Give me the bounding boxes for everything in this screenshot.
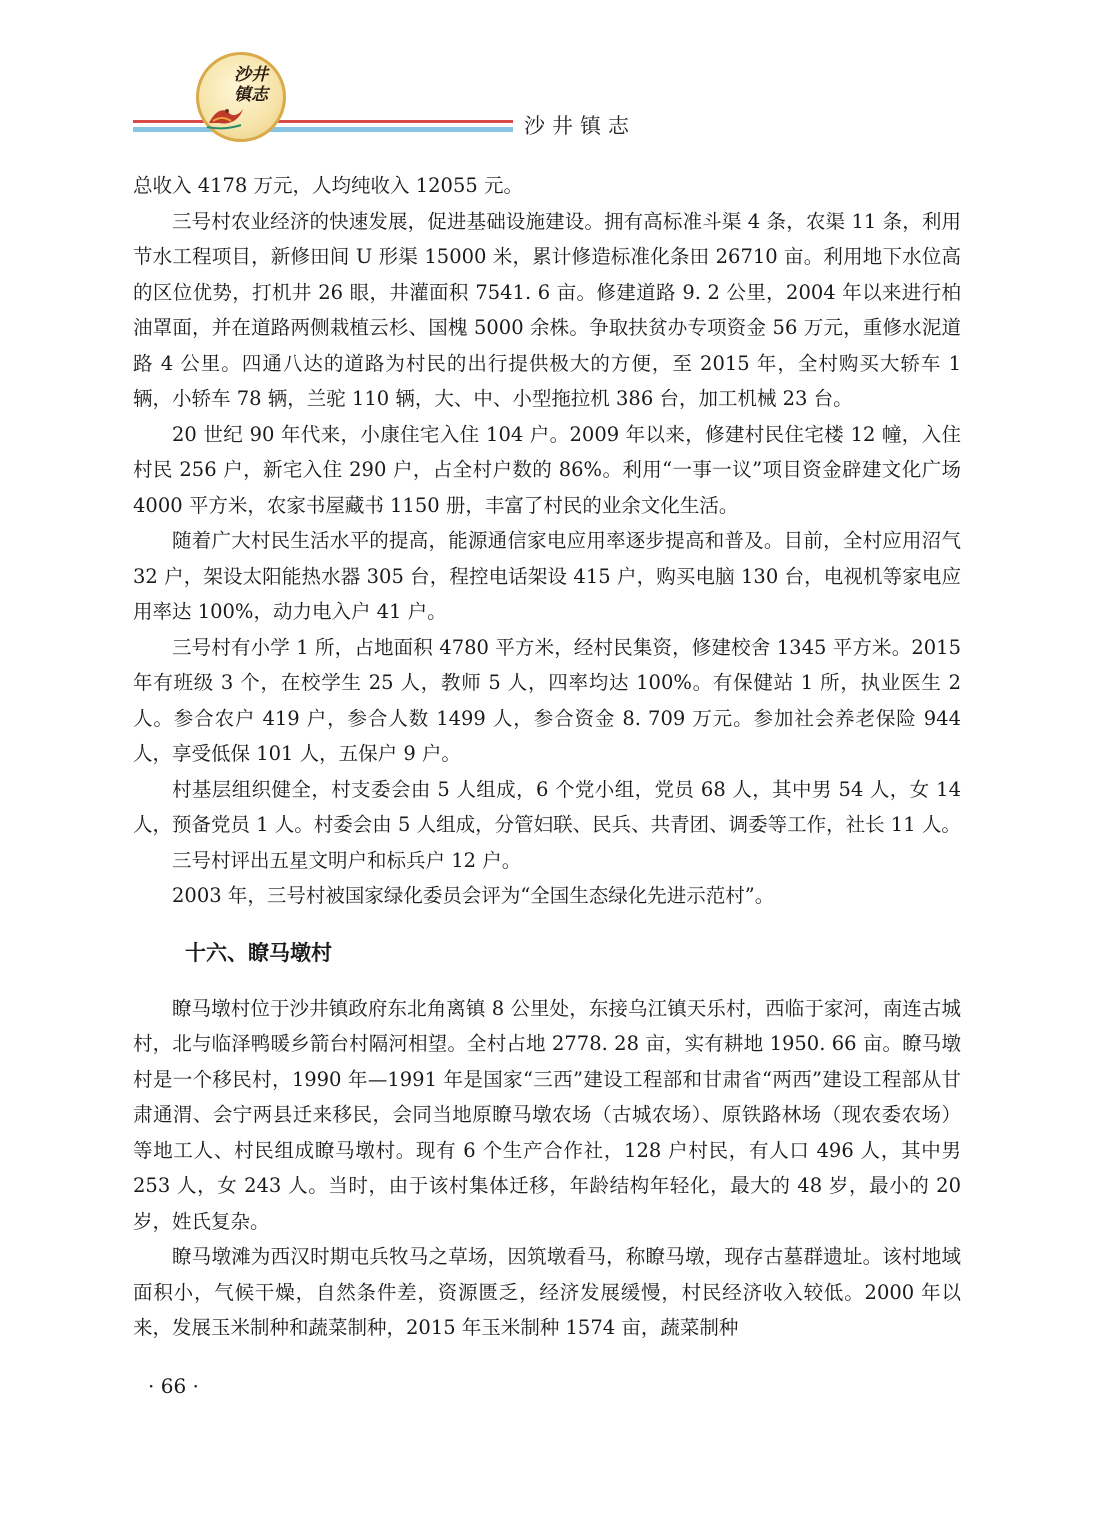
paragraph: 村基层组织健全，村支委会由 5 人组成，6 个党小组，党员 68 人，其中男 54 人，女 14 人，预备党员 1 人。村委会由 5 人组成，分管妇联、民兵、共青团、调委等工作，社长 11 人。 xyxy=(133,777,961,836)
logo-text: 沙井镇志 xyxy=(234,65,268,105)
paragraph: 随着广大村民生活水平的提高，能源通信家电应用率逐步提高和普及。目前，全村应用沼气 32 户，架设太阳能热水器 305 台，程控电话架设 415 户，购买电脑 130 台，电视机等家电应用率达 100%，动力电入户 41 户。 xyxy=(133,529,961,623)
paragraph: 瞭马墩村位于沙井镇政府东北角离镇 8 公里处，东接乌江镇天乐村，西临于家河，南连古城村，北与临泽鸭暖乡箭台村隔河相望。全村占地 2778. 28 亩，实有耕地 1950. 66 亩。瞭马墩村是一个移民村，1990 年—1991 年是国家“三西”建设工程部和甘肃省“两西”建设工程部从甘肃通渭、会宁两县迁来移民，会同当地原瞭马墩农场（古城农场）、原铁路林场（现农委农场）等地工人、村民组成瞭马墩村。现有 6 个生产合作社，128 户村民，有人口 496 人，其中男 253 人，女 243 人。当时，由于该村集体迁移，年龄结构年轻化，最大的 48 岁，最小的 20 岁，姓氏复杂。 xyxy=(133,996,961,1233)
page-body xyxy=(133,168,961,1346)
paragraph: 三号村评出五星文明户和标兵户 12 户。 xyxy=(172,848,522,872)
page-number: · 66 · xyxy=(148,1374,199,1398)
paragraph: 2003 年，三号村被国家绿化委员会评为“全国生态绿化先进示范村”。 xyxy=(172,884,775,907)
paragraph: 总收入 4178 万元，人均纯收入 12055 元。 xyxy=(133,174,523,197)
section-heading: 十六、瞭马墩村 xyxy=(185,940,332,965)
running-header-title: 沙井镇志 xyxy=(524,114,636,138)
paragraph: 20 世纪 90 年代来，小康住宅入住 104 户。2009 年以来，修建村民住宅楼 12 幢，入住村民 256 户，新宅入住 290 户，占全村户数的 86%。利用“一事一议”项目资金辟建文化广场 4000 平方米，农家书屋藏书 1150 册，丰富了村民的业余文化生活。 xyxy=(133,422,961,517)
page-header xyxy=(0,0,1093,150)
paragraph: 瞭马墩滩为西汉时期屯兵牧马之草场，因筑墩看马，称瞭马墩，现存古墓群遗址。该村地域面积小，气候干燥，自然条件差，资源匮乏，经济发展缓慢，村民经济收入较低。2000 年以来，发展玉米制种和蔬菜制种，2015 年玉米制种 1574 亩，蔬菜制种 xyxy=(133,1245,961,1339)
paragraph: 三号村有小学 1 所，占地面积 4780 平方米，经村民集资，修建校舍 1345 平方米。2015 年有班级 3 个，在校学生 25 人，教师 5 人，四率均达 100%。有保健站 1 所，执业医生 2 人。参合农户 419 户，参合人数 1499 人，参合资金 8. 709 万元。参加社会养老保险 944 人，享受低保 101 人，五保户 9 户。 xyxy=(133,635,961,765)
header-blue-rule xyxy=(133,127,513,132)
phoenix-icon xyxy=(205,93,245,133)
header-red-rule xyxy=(133,120,513,123)
book-logo xyxy=(196,52,286,142)
paragraph: 三号村农业经济的快速发展，促进基础设施建设。拥有高标准斗渠 4 条，农渠 11 条，利用节水工程项目，新修田间 U 形渠 15000 米，累计修造标准化条田 26710 亩。利用地下水位高的区位优势，打机井 26 眼，井灌面积 7541. 6 亩。修建道路 9. 2 公里，2004 年以来进行柏油罩面，并在道路两侧栽植云杉、国槐 5000 余株。争取扶贫办专项资金 56 万元，重修水泥道路 4 公里。四通八达的道路为村民的出行提供极大的方便，至 2015 年，全村购买大轿车 1 辆，小轿车 78 辆，兰驼 110 辆，大、中、小型拖拉机 386 台，加工机械 23 台。 xyxy=(133,209,961,410)
